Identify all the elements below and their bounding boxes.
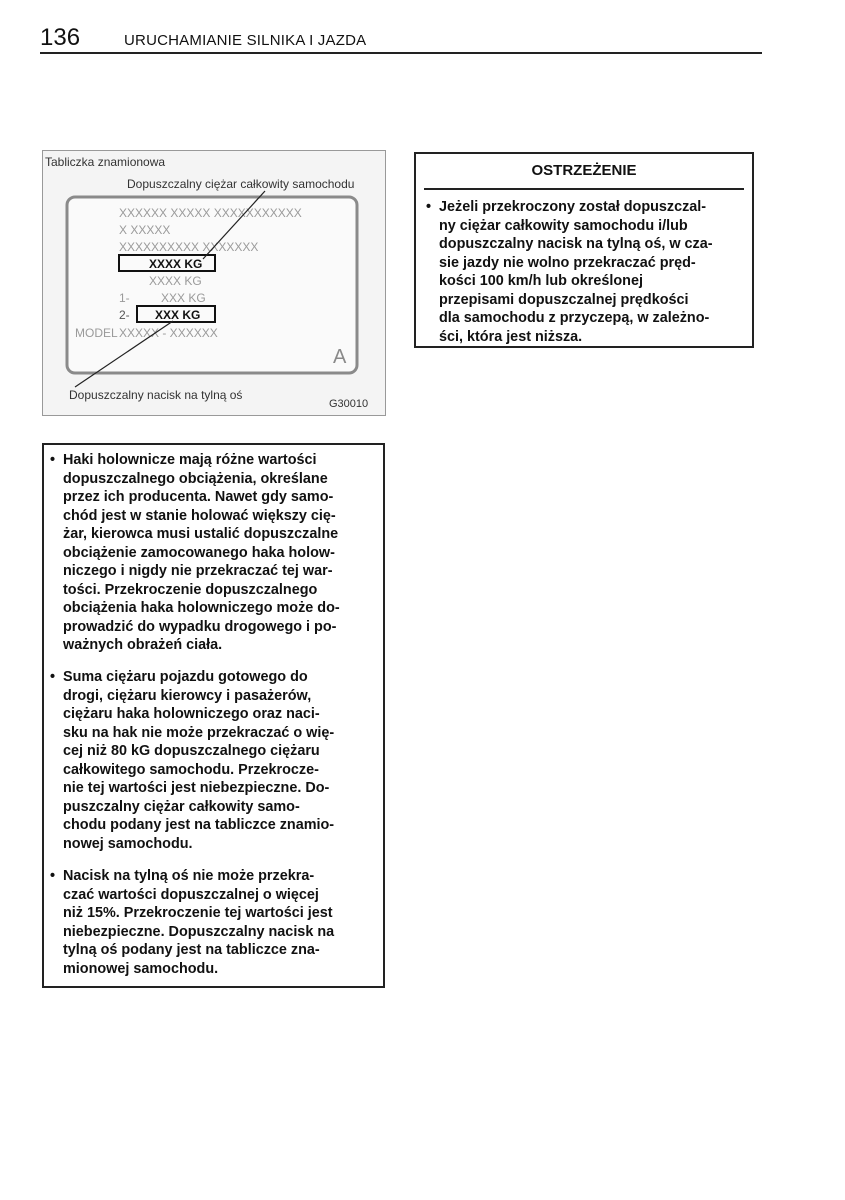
page-header	[40, 26, 762, 54]
text-line: obciążenie zamocowanego haka holow-	[63, 544, 335, 561]
plate-row-2-prefix: 2-	[119, 308, 130, 322]
plate-row-1-prefix: 1-	[119, 291, 130, 305]
text-line: chodu podany jest na tabliczce znamio-	[63, 817, 335, 833]
text-line: puszczalny ciężar całkowity samo-	[63, 798, 300, 815]
text-line: czać wartości dopuszczalnej o więcej	[63, 886, 319, 903]
text-line: dla samochodu z przyczepą, w zależno-	[439, 310, 710, 326]
chapter-title: URUCHAMIANIE SILNIKA I JAZDA	[124, 32, 367, 49]
bullet: •	[50, 452, 56, 468]
note-towing-hooks	[50, 451, 380, 655]
text-line: drogi, ciężaru kierowcy i pasażerów,	[63, 687, 312, 704]
note-total-weight	[50, 668, 380, 853]
text-line: ważnych obrażeń ciała.	[63, 637, 223, 653]
text-line: niczego i nigdy nie przekraczać tej war-	[63, 563, 333, 579]
text-line: niebezpieczne. Dopuszczalny nacisk na	[63, 923, 335, 940]
page-number: 136	[40, 24, 81, 51]
text-line: Haki holownicze mają różne wartości	[63, 452, 317, 468]
text-line: całkowitego samochodu. Przekrocze-	[63, 761, 319, 778]
text-line: sie jazdy nie wolno przekraczać pręd-	[439, 254, 696, 271]
label-rear-axle: Dopuszczalny nacisk na tylną oś	[69, 388, 243, 402]
plate-weight-front: XXXX KG	[149, 274, 202, 288]
plate-weight-total: XXXX KG	[149, 257, 203, 271]
text-line: przepisami dopuszczalnej prędkości	[439, 291, 689, 308]
text-line: ści, która jest niższa.	[439, 328, 583, 345]
label-total-weight: Dopuszczalny ciężar całkowity samochodu	[127, 177, 355, 191]
bullet: •	[50, 669, 56, 685]
plate-row: XXXXXX XXXXX XXXXXXXXXXX	[119, 206, 302, 220]
text-line: tości. Przekroczenie dopuszczalnego	[63, 581, 318, 598]
warning-box	[414, 152, 754, 348]
plate-outline	[67, 197, 357, 373]
plate-row-1-value: XXX KG	[161, 291, 206, 305]
text-line: sku na hak nie może przekraczać o wię-	[63, 724, 335, 741]
plate-letter: A	[333, 346, 347, 368]
nameplate-illustration	[43, 151, 385, 415]
text-line: ciężaru haka holowniczego oraz naci-	[63, 706, 320, 722]
note-rear-axle	[50, 867, 380, 978]
warning-title: OSTRZEŻENIE	[531, 162, 637, 179]
text-line: dopuszczalny nacisk na tylną oś, w cza-	[439, 236, 713, 252]
text-line: ny ciężar całkowity samochodu i/lub	[439, 217, 688, 234]
text-line: cej niż 80 kG dopuszczalnego ciężaru	[63, 743, 320, 759]
text-line: niż 15%. Przekroczenie tej wartości jest	[63, 905, 333, 921]
warning-divider	[424, 188, 744, 190]
text-line: prowadzić do wypadku drogowego i po-	[63, 618, 337, 635]
bullet: •	[50, 868, 56, 884]
bullet: •	[426, 199, 432, 215]
figure-title: Tabliczka znamionowa	[45, 155, 166, 169]
text-line: dopuszczalnego obciążenia, określane	[63, 470, 328, 487]
text-line: mionowej samochodu.	[63, 960, 219, 977]
notes-box	[42, 443, 385, 988]
text-line: Jeżeli przekroczony został dopuszczal-	[439, 199, 707, 215]
text-line: przez ich producenta. Nawet gdy samo-	[63, 489, 334, 505]
text-line: Nacisk na tylną oś nie może przekra-	[63, 868, 315, 884]
plate-model-value: XXXXX - XXXXXX	[119, 326, 218, 340]
plate-model-label: MODEL	[75, 326, 118, 340]
text-line: żar, kierowca musi ustalić dopuszczalne	[63, 526, 339, 542]
text-line: tylną oś podany jest na tabliczce zna-	[63, 942, 320, 958]
figure-code: G30010	[329, 398, 369, 410]
text-line: Suma ciężaru pojazdu gotowego do	[63, 669, 308, 685]
text-line: obciążenia haka holowniczego może do-	[63, 600, 340, 616]
text-line: nowej samochodu.	[63, 835, 193, 852]
nameplate-figure	[42, 150, 386, 416]
warning-text	[426, 198, 748, 346]
plate-weight-rear: XXX KG	[155, 308, 201, 322]
text-line: nie tej wartości jest niebezpieczne. Do-	[63, 780, 330, 796]
plate-row: X XXXXX	[119, 223, 171, 237]
text-line: kości 100 km/h lub określonej	[439, 273, 643, 289]
text-line: chód jest w stanie holować większy cię-	[63, 507, 336, 524]
plate-row: XXXXXXXXXX XXXXXXX	[119, 240, 259, 254]
